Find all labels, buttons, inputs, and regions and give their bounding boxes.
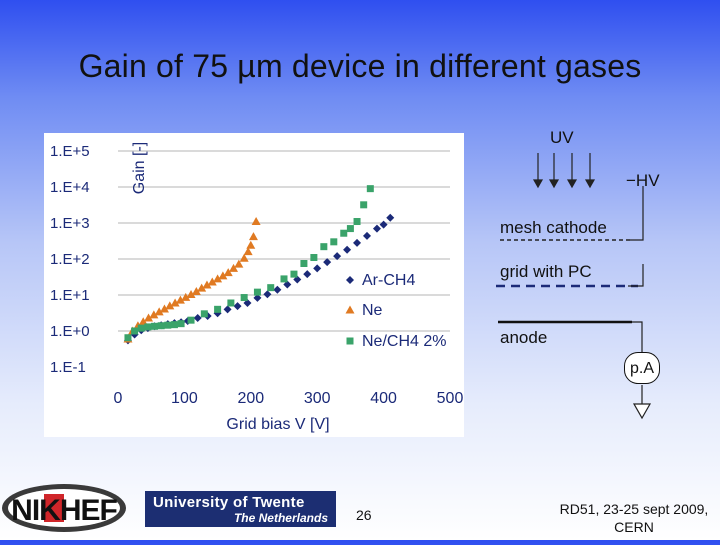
data-point: [347, 225, 354, 232]
x-tick-label: 300: [303, 390, 331, 407]
data-point: [164, 322, 171, 329]
conference-line: RD51, 23-25 sept 2009,: [559, 501, 709, 517]
data-point: [320, 243, 327, 250]
nikhef-logo-mark: [0, 478, 130, 540]
data-point: [363, 232, 371, 240]
x-tick-label: 0: [113, 390, 123, 407]
data-point: [171, 321, 178, 328]
twente-name: University of Twente: [153, 494, 305, 511]
legend-label: Ne/CH4 2%: [362, 333, 447, 350]
gain-chart-svg: [44, 133, 464, 437]
data-point: [310, 254, 317, 261]
gain-chart: [44, 133, 464, 437]
anode-label: anode: [500, 328, 548, 347]
conference-place: CERN: [614, 519, 654, 535]
data-point: [254, 289, 261, 296]
y-tick-label: 1.E+3: [50, 215, 90, 232]
x-tick-label: 500: [436, 390, 464, 407]
data-point: [194, 314, 202, 322]
page-number: 26: [356, 507, 372, 523]
nikhef-logo: [0, 478, 130, 540]
grid-pc-label: grid with PC: [500, 262, 592, 281]
conference-info: [548, 500, 720, 536]
data-point: [386, 214, 394, 222]
data-point: [234, 302, 242, 310]
data-point: [178, 320, 185, 327]
data-point: [281, 275, 288, 282]
data-point: [343, 246, 351, 254]
ground-icon: [634, 404, 650, 418]
twente-logo: [145, 491, 336, 527]
picoammeter: p.A: [624, 352, 660, 384]
data-point: [380, 221, 388, 229]
data-point: [151, 323, 158, 330]
data-point: [252, 217, 261, 225]
legend-label: Ar-CH4: [362, 272, 416, 289]
legend-label: Ne: [362, 302, 383, 319]
data-point: [267, 284, 274, 291]
x-axis-label: Grid bias V [V]: [226, 416, 330, 433]
data-point: [131, 328, 138, 335]
data-point: [188, 317, 195, 324]
hv-label: −HV: [626, 171, 660, 190]
anode-wire: [632, 322, 642, 352]
uv-label: UV: [550, 128, 574, 147]
y-tick-label: 1.E+5: [50, 143, 90, 160]
data-point: [346, 276, 354, 284]
data-point: [158, 322, 165, 329]
y-tick-label: 1.E+2: [50, 251, 90, 268]
data-point: [249, 232, 258, 240]
y-tick-label: 1.E+0: [50, 323, 90, 340]
data-point: [224, 305, 232, 313]
data-point: [347, 338, 354, 345]
data-point: [241, 294, 248, 301]
grid-wire: [628, 264, 643, 286]
slide-title: Gain of 75 µm device in different gases: [78, 48, 642, 84]
data-point: [273, 286, 281, 294]
data-point: [144, 323, 151, 330]
data-point: [360, 201, 367, 208]
twente-country: The Netherlands: [233, 511, 328, 525]
data-point: [330, 238, 337, 245]
x-tick-label: 200: [237, 390, 265, 407]
y-tick-label: 1.E+4: [50, 179, 90, 196]
data-point: [300, 260, 307, 267]
data-point: [201, 310, 208, 317]
data-point: [367, 185, 374, 192]
data-point: [303, 270, 311, 278]
x-tick-label: 400: [370, 390, 397, 407]
mesh-cathode-label: mesh cathode: [500, 218, 607, 237]
data-point: [373, 225, 381, 233]
data-point: [313, 264, 321, 272]
data-point: [346, 306, 355, 314]
data-point: [290, 271, 297, 278]
svg-text:NIKHEF: NIKHEF: [11, 494, 117, 527]
data-point: [340, 230, 347, 237]
data-point: [227, 299, 234, 306]
data-point: [124, 334, 131, 341]
y-axis-label: Gain [-]: [131, 141, 148, 195]
data-point: [246, 241, 255, 249]
hv-wire: [630, 186, 643, 240]
y-tick-label: 1.E-1: [50, 359, 86, 376]
data-point: [354, 218, 361, 225]
data-point: [214, 306, 221, 313]
data-point: [353, 239, 361, 247]
x-tick-label: 100: [171, 390, 198, 407]
data-point: [138, 325, 145, 332]
uv-arrows-icon: [534, 153, 594, 187]
y-tick-label: 1.E+1: [50, 287, 90, 304]
data-point: [263, 290, 271, 298]
